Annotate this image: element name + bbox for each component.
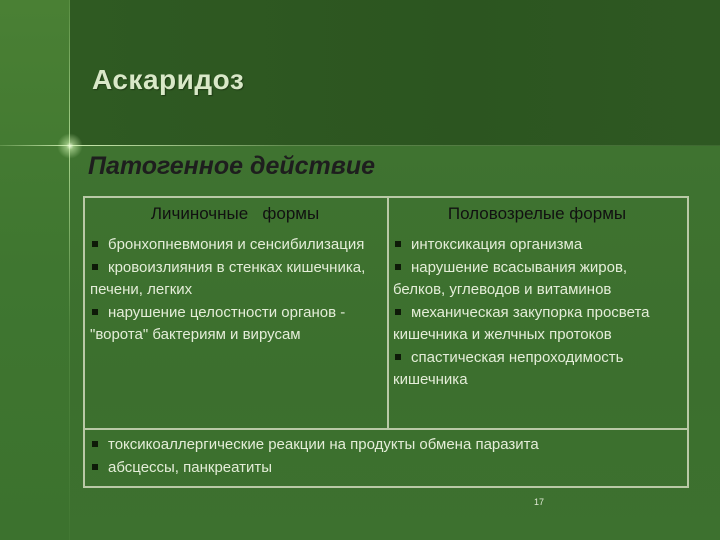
list-item-text: нарушение целостности органов - "ворота" бактериям и вирусам bbox=[90, 303, 346, 343]
list-item bbox=[393, 234, 683, 257]
background-left-band bbox=[0, 0, 70, 540]
list-item bbox=[90, 457, 680, 480]
list-item bbox=[90, 234, 382, 257]
square-bullet-icon bbox=[395, 241, 401, 247]
decorative-glow bbox=[55, 131, 85, 161]
pathogenic-effects-table bbox=[83, 196, 689, 488]
header-larval-forms: Личиночные формы bbox=[150, 204, 320, 223]
slide-subtitle: Патогенное действие bbox=[88, 152, 376, 180]
list-item bbox=[393, 257, 683, 302]
list-item-text: абсцессы, панкреатиты bbox=[108, 458, 273, 476]
square-bullet-icon bbox=[395, 309, 401, 315]
list-item bbox=[393, 347, 683, 392]
list-item-text: бронхопневмония и сенсибилизация bbox=[108, 236, 365, 253]
decorative-horizontal-line bbox=[0, 145, 720, 146]
square-bullet-icon bbox=[92, 309, 98, 315]
adult-forms-cell bbox=[393, 234, 683, 392]
slide-title: Аскаридоз bbox=[92, 64, 245, 95]
list-item bbox=[90, 257, 382, 302]
list-item bbox=[393, 302, 683, 347]
square-bullet-icon bbox=[395, 264, 401, 270]
decorative-vertical-line bbox=[69, 0, 70, 540]
list-item bbox=[90, 302, 382, 347]
page-number: 17 bbox=[534, 497, 545, 507]
list-item-text: механическая закупорка просвета кишечника и желчных протоков bbox=[393, 303, 650, 343]
list-item-text: токсикоаллергические реакции на продукты обмена паразита bbox=[108, 436, 539, 453]
list-item-text: интоксикация организма bbox=[411, 236, 583, 253]
column-divider bbox=[387, 198, 389, 428]
square-bullet-icon bbox=[395, 354, 401, 360]
header-adult-forms: Половозрелые формы bbox=[447, 204, 627, 223]
square-bullet-icon bbox=[92, 464, 98, 470]
list-item-text: кровоизлияния в стенках кишечника, печени, легких bbox=[90, 258, 366, 298]
row-divider bbox=[85, 428, 687, 430]
list-item-text: нарушение всасывания жиров, белков, углеводов и витаминов bbox=[393, 258, 628, 298]
square-bullet-icon bbox=[92, 264, 98, 270]
list-item bbox=[90, 434, 680, 457]
square-bullet-icon bbox=[92, 241, 98, 247]
larval-forms-cell bbox=[90, 234, 382, 347]
list-item-text: спастическая непроходимость кишечника bbox=[393, 348, 624, 388]
common-effects-cell bbox=[90, 434, 680, 479]
square-bullet-icon bbox=[92, 441, 98, 447]
